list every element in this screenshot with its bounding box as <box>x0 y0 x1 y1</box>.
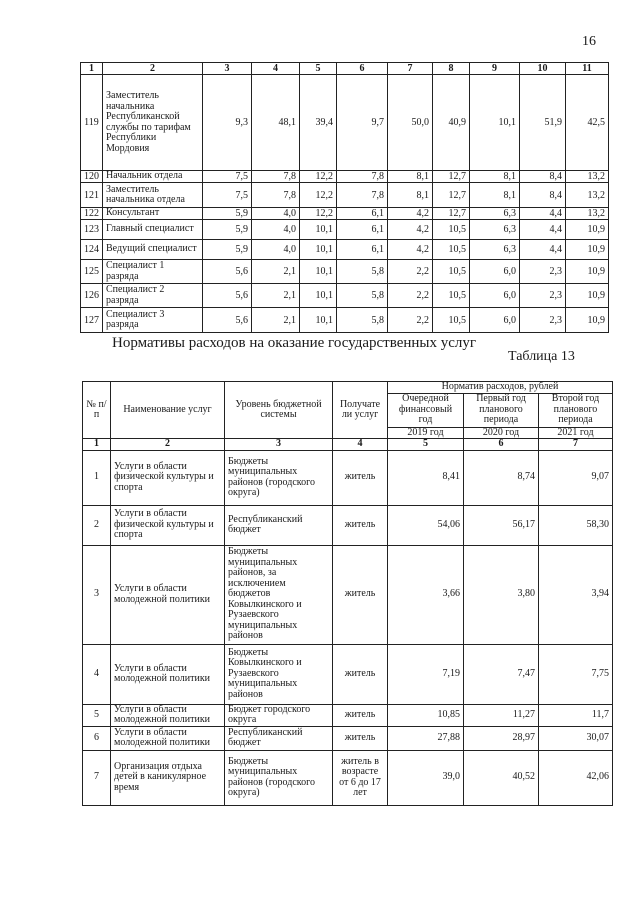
value-cell: 2,1 <box>252 284 300 308</box>
value-cell: 5,9 <box>203 208 252 220</box>
row-number-cell: 121 <box>81 183 103 208</box>
value-cell: 5,8 <box>337 260 388 284</box>
value-cell: 7,8 <box>252 183 300 208</box>
value-cell: 4,0 <box>252 220 300 240</box>
value-cell: 5,9 <box>203 240 252 260</box>
value-cell: 8,4 <box>520 171 566 183</box>
column-index-cell: 9 <box>470 63 520 75</box>
table-row <box>83 726 613 750</box>
table-row <box>81 75 609 171</box>
norm-2021-cell: 7,75 <box>539 644 613 704</box>
recipient-cell: житель <box>333 704 388 726</box>
col-header-year1: Очередной финансовый год <box>388 393 464 427</box>
row-number-cell: 124 <box>81 240 103 260</box>
value-cell: 8,1 <box>470 183 520 208</box>
recipient-cell: житель <box>333 726 388 750</box>
value-cell: 10,5 <box>433 284 470 308</box>
value-cell: 2,3 <box>520 308 566 333</box>
budget-level-cell: Бюджеты муниципальных районов (городского округа) <box>225 450 333 505</box>
table-row <box>83 505 613 545</box>
norm-2019-cell: 27,88 <box>388 726 464 750</box>
value-cell: 13,2 <box>566 183 609 208</box>
norm-2019-cell: 7,19 <box>388 644 464 704</box>
value-cell: 2,1 <box>252 308 300 333</box>
row-number-cell: 127 <box>81 308 103 333</box>
column-index-cell: 4 <box>333 439 388 451</box>
norm-2019-cell: 54,06 <box>388 505 464 545</box>
recipient-cell: житель <box>333 644 388 704</box>
column-index-cell: 8 <box>433 63 470 75</box>
norm-2020-cell: 11,27 <box>464 704 539 726</box>
norm-2021-cell: 11,7 <box>539 704 613 726</box>
value-cell: 2,3 <box>520 260 566 284</box>
value-cell: 12,7 <box>433 171 470 183</box>
value-cell: 7,5 <box>203 171 252 183</box>
norm-2020-cell: 8,74 <box>464 450 539 505</box>
norm-2019-cell: 39,0 <box>388 750 464 805</box>
position-name-cell: Начальник отдела <box>103 171 203 183</box>
value-cell: 9,3 <box>203 75 252 171</box>
column-index-row <box>83 439 613 451</box>
column-index-cell: 3 <box>225 439 333 451</box>
value-cell: 7,8 <box>337 183 388 208</box>
value-cell: 6,1 <box>337 208 388 220</box>
value-cell: 5,6 <box>203 260 252 284</box>
norm-2019-cell: 8,41 <box>388 450 464 505</box>
value-cell: 4,0 <box>252 208 300 220</box>
column-index-cell: 6 <box>464 439 539 451</box>
table-row <box>81 240 609 260</box>
table-row <box>81 220 609 240</box>
table-row <box>81 260 609 284</box>
value-cell: 4,4 <box>520 240 566 260</box>
value-cell: 4,0 <box>252 240 300 260</box>
row-number-cell: 1 <box>83 450 111 505</box>
column-index-cell: 5 <box>388 439 464 451</box>
norm-2020-cell: 7,47 <box>464 644 539 704</box>
value-cell: 10,9 <box>566 240 609 260</box>
value-cell: 5,6 <box>203 308 252 333</box>
col-header-year1-label: 2019 год <box>388 427 464 439</box>
norm-2021-cell: 9,07 <box>539 450 613 505</box>
value-cell: 12,7 <box>433 183 470 208</box>
value-cell: 2,1 <box>252 260 300 284</box>
value-cell: 7,8 <box>252 171 300 183</box>
col-header-budget-level: Уровень бюджетной системы <box>225 382 333 439</box>
table-row <box>83 450 613 505</box>
value-cell: 10,9 <box>566 260 609 284</box>
value-cell: 5,6 <box>203 284 252 308</box>
budget-level-cell: Республиканский бюджет <box>225 726 333 750</box>
recipient-cell: житель в возрасте от 6 до 17 лет <box>333 750 388 805</box>
value-cell: 6,0 <box>470 284 520 308</box>
table-row <box>83 545 613 644</box>
recipient-cell: житель <box>333 545 388 644</box>
norm-2021-cell: 3,94 <box>539 545 613 644</box>
norm-2020-cell: 28,97 <box>464 726 539 750</box>
value-cell: 10,5 <box>433 240 470 260</box>
col-header-recipient: Получате ли услуг <box>333 382 388 439</box>
budget-level-cell: Бюджеты муниципальных районов (городского округа) <box>225 750 333 805</box>
value-cell: 4,2 <box>388 208 433 220</box>
value-cell: 4,2 <box>388 220 433 240</box>
service-name-cell: Услуги в области молодежной политики <box>111 704 225 726</box>
col-header-year3-label: 2021 год <box>539 427 613 439</box>
value-cell: 10,9 <box>566 284 609 308</box>
column-index-cell: 1 <box>81 63 103 75</box>
value-cell: 10,1 <box>300 240 337 260</box>
value-cell: 6,0 <box>470 308 520 333</box>
table-row <box>83 750 613 805</box>
table-header-row <box>81 63 609 75</box>
value-cell: 51,9 <box>520 75 566 171</box>
value-cell: 6,1 <box>337 220 388 240</box>
table-row <box>83 704 613 726</box>
recipient-cell: житель <box>333 505 388 545</box>
value-cell: 2,2 <box>388 260 433 284</box>
value-cell: 2,2 <box>388 308 433 333</box>
position-name-cell: Заместитель начальника Республиканской службы по тарифам Республики Мордовия <box>103 75 203 171</box>
budget-level-cell: Республиканский бюджет <box>225 505 333 545</box>
value-cell: 12,7 <box>433 208 470 220</box>
col-header-year2-label: 2020 год <box>464 427 539 439</box>
value-cell: 13,2 <box>566 171 609 183</box>
value-cell: 39,4 <box>300 75 337 171</box>
norm-2021-cell: 42,06 <box>539 750 613 805</box>
row-number-cell: 5 <box>83 704 111 726</box>
table-row <box>81 284 609 308</box>
value-cell: 6,1 <box>337 240 388 260</box>
col-header-num: № п/п <box>83 382 111 439</box>
row-number-cell: 3 <box>83 545 111 644</box>
value-cell: 4,4 <box>520 220 566 240</box>
row-number-cell: 122 <box>81 208 103 220</box>
value-cell: 40,9 <box>433 75 470 171</box>
position-name-cell: Специалист 2 разряда <box>103 284 203 308</box>
row-number-cell: 126 <box>81 284 103 308</box>
value-cell: 5,8 <box>337 308 388 333</box>
row-number-cell: 4 <box>83 644 111 704</box>
budget-level-cell: Бюджет городского округа <box>225 704 333 726</box>
row-number-cell: 120 <box>81 171 103 183</box>
column-index-cell: 3 <box>203 63 252 75</box>
position-name-cell: Специалист 3 разряда <box>103 308 203 333</box>
norm-2019-cell: 3,66 <box>388 545 464 644</box>
budget-level-cell: Бюджеты Ковылкинского и Рузаевского муниципальных районов <box>225 644 333 704</box>
column-index-cell: 5 <box>300 63 337 75</box>
value-cell: 10,9 <box>566 308 609 333</box>
value-cell: 50,0 <box>388 75 433 171</box>
column-index-cell: 10 <box>520 63 566 75</box>
column-index-cell: 2 <box>103 63 203 75</box>
table-row <box>81 208 609 220</box>
value-cell: 10,1 <box>300 220 337 240</box>
value-cell: 7,8 <box>337 171 388 183</box>
row-number-cell: 125 <box>81 260 103 284</box>
value-cell: 6,0 <box>470 260 520 284</box>
value-cell: 9,7 <box>337 75 388 171</box>
value-cell: 10,5 <box>433 260 470 284</box>
row-number-cell: 2 <box>83 505 111 545</box>
col-header-service: Наименование услуг <box>111 382 225 439</box>
row-number-cell: 123 <box>81 220 103 240</box>
table-row <box>83 644 613 704</box>
service-name-cell: Услуги в области физической культуры и спорта <box>111 505 225 545</box>
value-cell: 6,3 <box>470 208 520 220</box>
value-cell: 5,8 <box>337 284 388 308</box>
position-name-cell: Заместитель начальника отдела <box>103 183 203 208</box>
norm-2020-cell: 3,80 <box>464 545 539 644</box>
column-index-cell: 4 <box>252 63 300 75</box>
col-header-norm: Норматив расходов, рублей <box>388 382 613 394</box>
value-cell: 10,5 <box>433 220 470 240</box>
position-name-cell: Консультант <box>103 208 203 220</box>
position-name-cell: Главный специалист <box>103 220 203 240</box>
norm-2020-cell: 56,17 <box>464 505 539 545</box>
value-cell: 10,9 <box>566 220 609 240</box>
value-cell: 10,1 <box>300 260 337 284</box>
value-cell: 13,2 <box>566 208 609 220</box>
column-index-cell: 1 <box>83 439 111 451</box>
column-index-cell: 7 <box>388 63 433 75</box>
value-cell: 2,2 <box>388 284 433 308</box>
value-cell: 2,3 <box>520 284 566 308</box>
recipient-cell: житель <box>333 450 388 505</box>
norm-2021-cell: 30,07 <box>539 726 613 750</box>
value-cell: 6,3 <box>470 220 520 240</box>
value-cell: 12,2 <box>300 171 337 183</box>
row-number-cell: 7 <box>83 750 111 805</box>
value-cell: 10,1 <box>470 75 520 171</box>
value-cell: 8,4 <box>520 183 566 208</box>
page-number: 16 <box>582 34 596 49</box>
service-name-cell: Организация отдыха детей в каникулярное время <box>111 750 225 805</box>
value-cell: 42,5 <box>566 75 609 171</box>
value-cell: 10,1 <box>300 284 337 308</box>
value-cell: 8,1 <box>470 171 520 183</box>
position-name-cell: Ведущий специалист <box>103 240 203 260</box>
value-cell: 12,2 <box>300 183 337 208</box>
value-cell: 48,1 <box>252 75 300 171</box>
norm-2021-cell: 58,30 <box>539 505 613 545</box>
value-cell: 10,1 <box>300 308 337 333</box>
table-label: Таблица 13 <box>508 349 575 364</box>
norm-2020-cell: 40,52 <box>464 750 539 805</box>
value-cell: 12,2 <box>300 208 337 220</box>
value-cell: 5,9 <box>203 220 252 240</box>
value-cell: 7,5 <box>203 183 252 208</box>
position-name-cell: Специалист 1 разряда <box>103 260 203 284</box>
col-header-year3: Второй год планового периода <box>539 393 613 427</box>
value-cell: 4,4 <box>520 208 566 220</box>
section-title: Нормативы расходов на оказание государственных услуг <box>112 335 477 351</box>
col-header-year2: Первый год планового периода <box>464 393 539 427</box>
service-name-cell: Услуги в области молодежной политики <box>111 545 225 644</box>
budget-level-cell: Бюджеты муниципальных районов, за исключением бюджетов Ковылкинского и Рузаевского муниципальных районов <box>225 545 333 644</box>
value-cell: 8,1 <box>388 183 433 208</box>
value-cell: 10,5 <box>433 308 470 333</box>
value-cell: 4,2 <box>388 240 433 260</box>
table-row <box>81 308 609 333</box>
norm-2019-cell: 10,85 <box>388 704 464 726</box>
service-name-cell: Услуги в области физической культуры и спорта <box>111 450 225 505</box>
column-index-cell: 2 <box>111 439 225 451</box>
row-number-cell: 6 <box>83 726 111 750</box>
service-norms-table <box>82 381 613 806</box>
row-number-cell: 119 <box>81 75 103 171</box>
column-index-cell: 11 <box>566 63 609 75</box>
staff-norms-table <box>80 62 609 333</box>
column-index-cell: 6 <box>337 63 388 75</box>
service-name-cell: Услуги в области молодежной политики <box>111 726 225 750</box>
service-name-cell: Услуги в области молодежной политики <box>111 644 225 704</box>
table-row <box>81 183 609 208</box>
value-cell: 8,1 <box>388 171 433 183</box>
table-row <box>81 171 609 183</box>
column-index-cell: 7 <box>539 439 613 451</box>
value-cell: 6,3 <box>470 240 520 260</box>
